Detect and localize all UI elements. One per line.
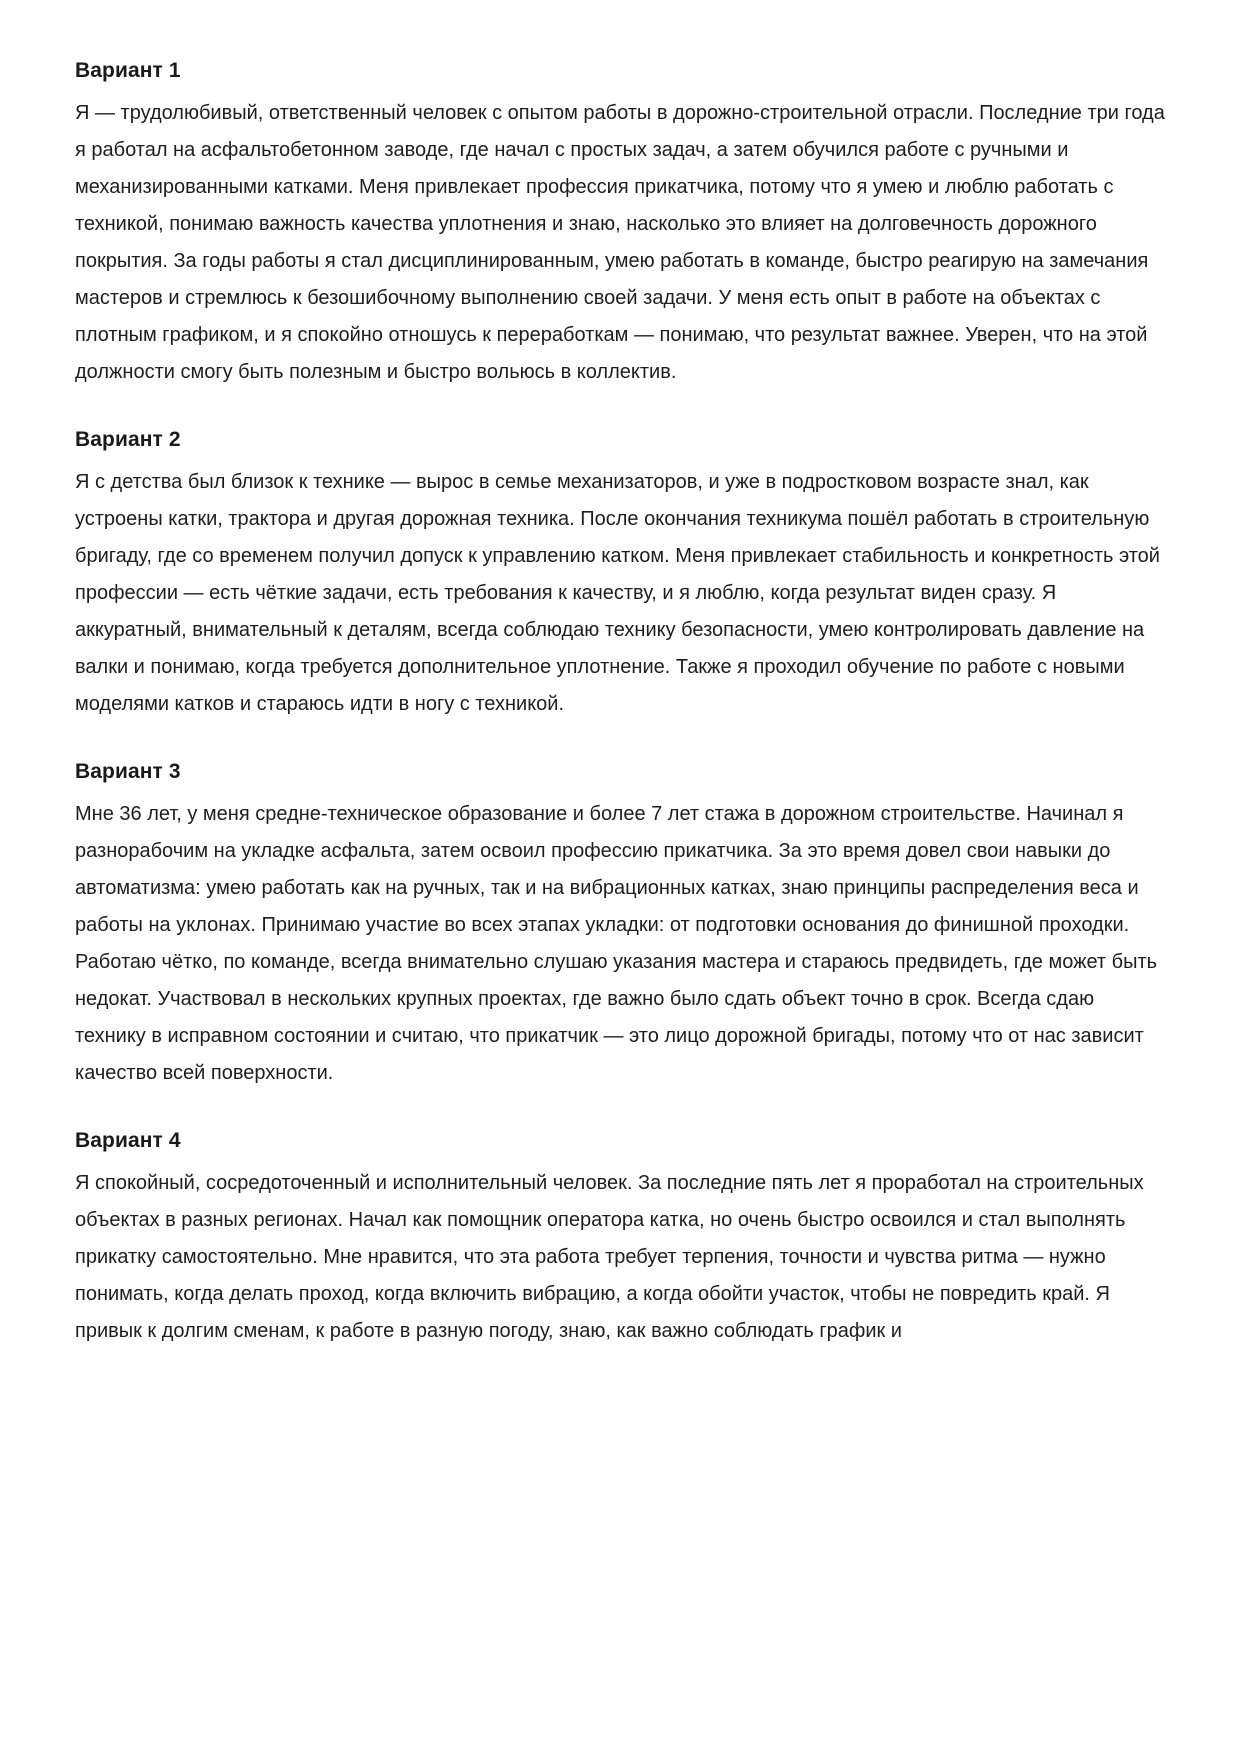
section-variant-3 <box>75 753 1169 1092</box>
section-heading: Вариант 1 <box>75 59 181 82</box>
section-variant-1 <box>75 52 1169 391</box>
section-body: Я спокойный, сосредоточенный и исполнительный человек. За последние пять лет я проработал на строительных объектах в разных регионах. Начал как помощник оператора катка, но очень быстро освоился и стал выполнять прикатку самостоятельно. Мне нравится, что эта работа требует терпения, точности и чувства ритма — нужно понимать, когда делать проход, когда включить вибрацию, а когда обойти участок, чтобы не повредить край. Я привык к долгим сменам, к работе в разную погоду, знаю, как важно соблюдать график и <box>75 1172 1144 1342</box>
section-variant-2 <box>75 421 1169 723</box>
section-variant-4 <box>75 1122 1169 1350</box>
section-heading: Вариант 2 <box>75 428 181 451</box>
section-body: Я — трудолюбивый, ответственный человек с опытом работы в дорожно-строительной отрасли. Последние три года я работал на асфальтобетонном заводе, где начал с простых задач, а затем обучился работе с ручными и механизированными катками. Меня привлекает профессия прикатчика, потому что я умею и люблю работать с техникой, понимаю важность качества уплотнения и знаю, насколько это влияет на долговечность дорожного покрытия. За годы работы я стал дисциплинированным, умею работать в команде, быстро реагирую на замечания мастеров и стремлюсь к безошибочному выполнению своей задачи. У меня есть опыт в работе на объектах с плотным графиком, и я спокойно отношусь к переработкам — понимаю, что результат важнее. Уверен, что на этой должности смогу быть полезным и быстро вольюсь в коллектив. <box>75 102 1165 383</box>
section-body: Я с детства был близок к технике — вырос в семье механизаторов, и уже в подростковом возрасте знал, как устроены катки, трактора и другая дорожная техника. После окончания техникума пошёл работать в строительную бригаду, где со временем получил допуск к управлению катком. Меня привлекает стабильность и конкретность этой профессии — есть чёткие задачи, есть требования к качеству, и я люблю, когда результат виден сразу. Я аккуратный, внимательный к деталям, всегда соблюдаю технику безопасности, умею контролировать давление на валки и понимаю, когда требуется дополнительное уплотнение. Также я проходил обучение по работе с новыми моделями катков и стараюсь идти в ногу с техникой. <box>75 471 1160 715</box>
section-heading: Вариант 3 <box>75 760 181 783</box>
section-body: Мне 36 лет, у меня средне-техническое образование и более 7 лет стажа в дорожном строительстве. Начинал я разнорабочим на укладке асфальта, затем освоил профессию прикатчика. За это время довел свои навыки до автоматизма: умею работать как на ручных, так и на вибрационных катках, знаю принципы распределения веса и работы на уклонах. Принимаю участие во всех этапах укладки: от подготовки основания до финишной проходки. Работаю чётко, по команде, всегда внимательно слушаю указания мастера и стараюсь предвидеть, где может быть недокат. Участвовал в нескольких крупных проектах, где важно было сдать объект точно в срок. Всегда сдаю технику в исправном состоянии и считаю, что прикатчик — это лицо дорожной бригады, потому что от нас зависит качество всей поверхности. <box>75 803 1158 1084</box>
section-heading: Вариант 4 <box>75 1129 181 1152</box>
